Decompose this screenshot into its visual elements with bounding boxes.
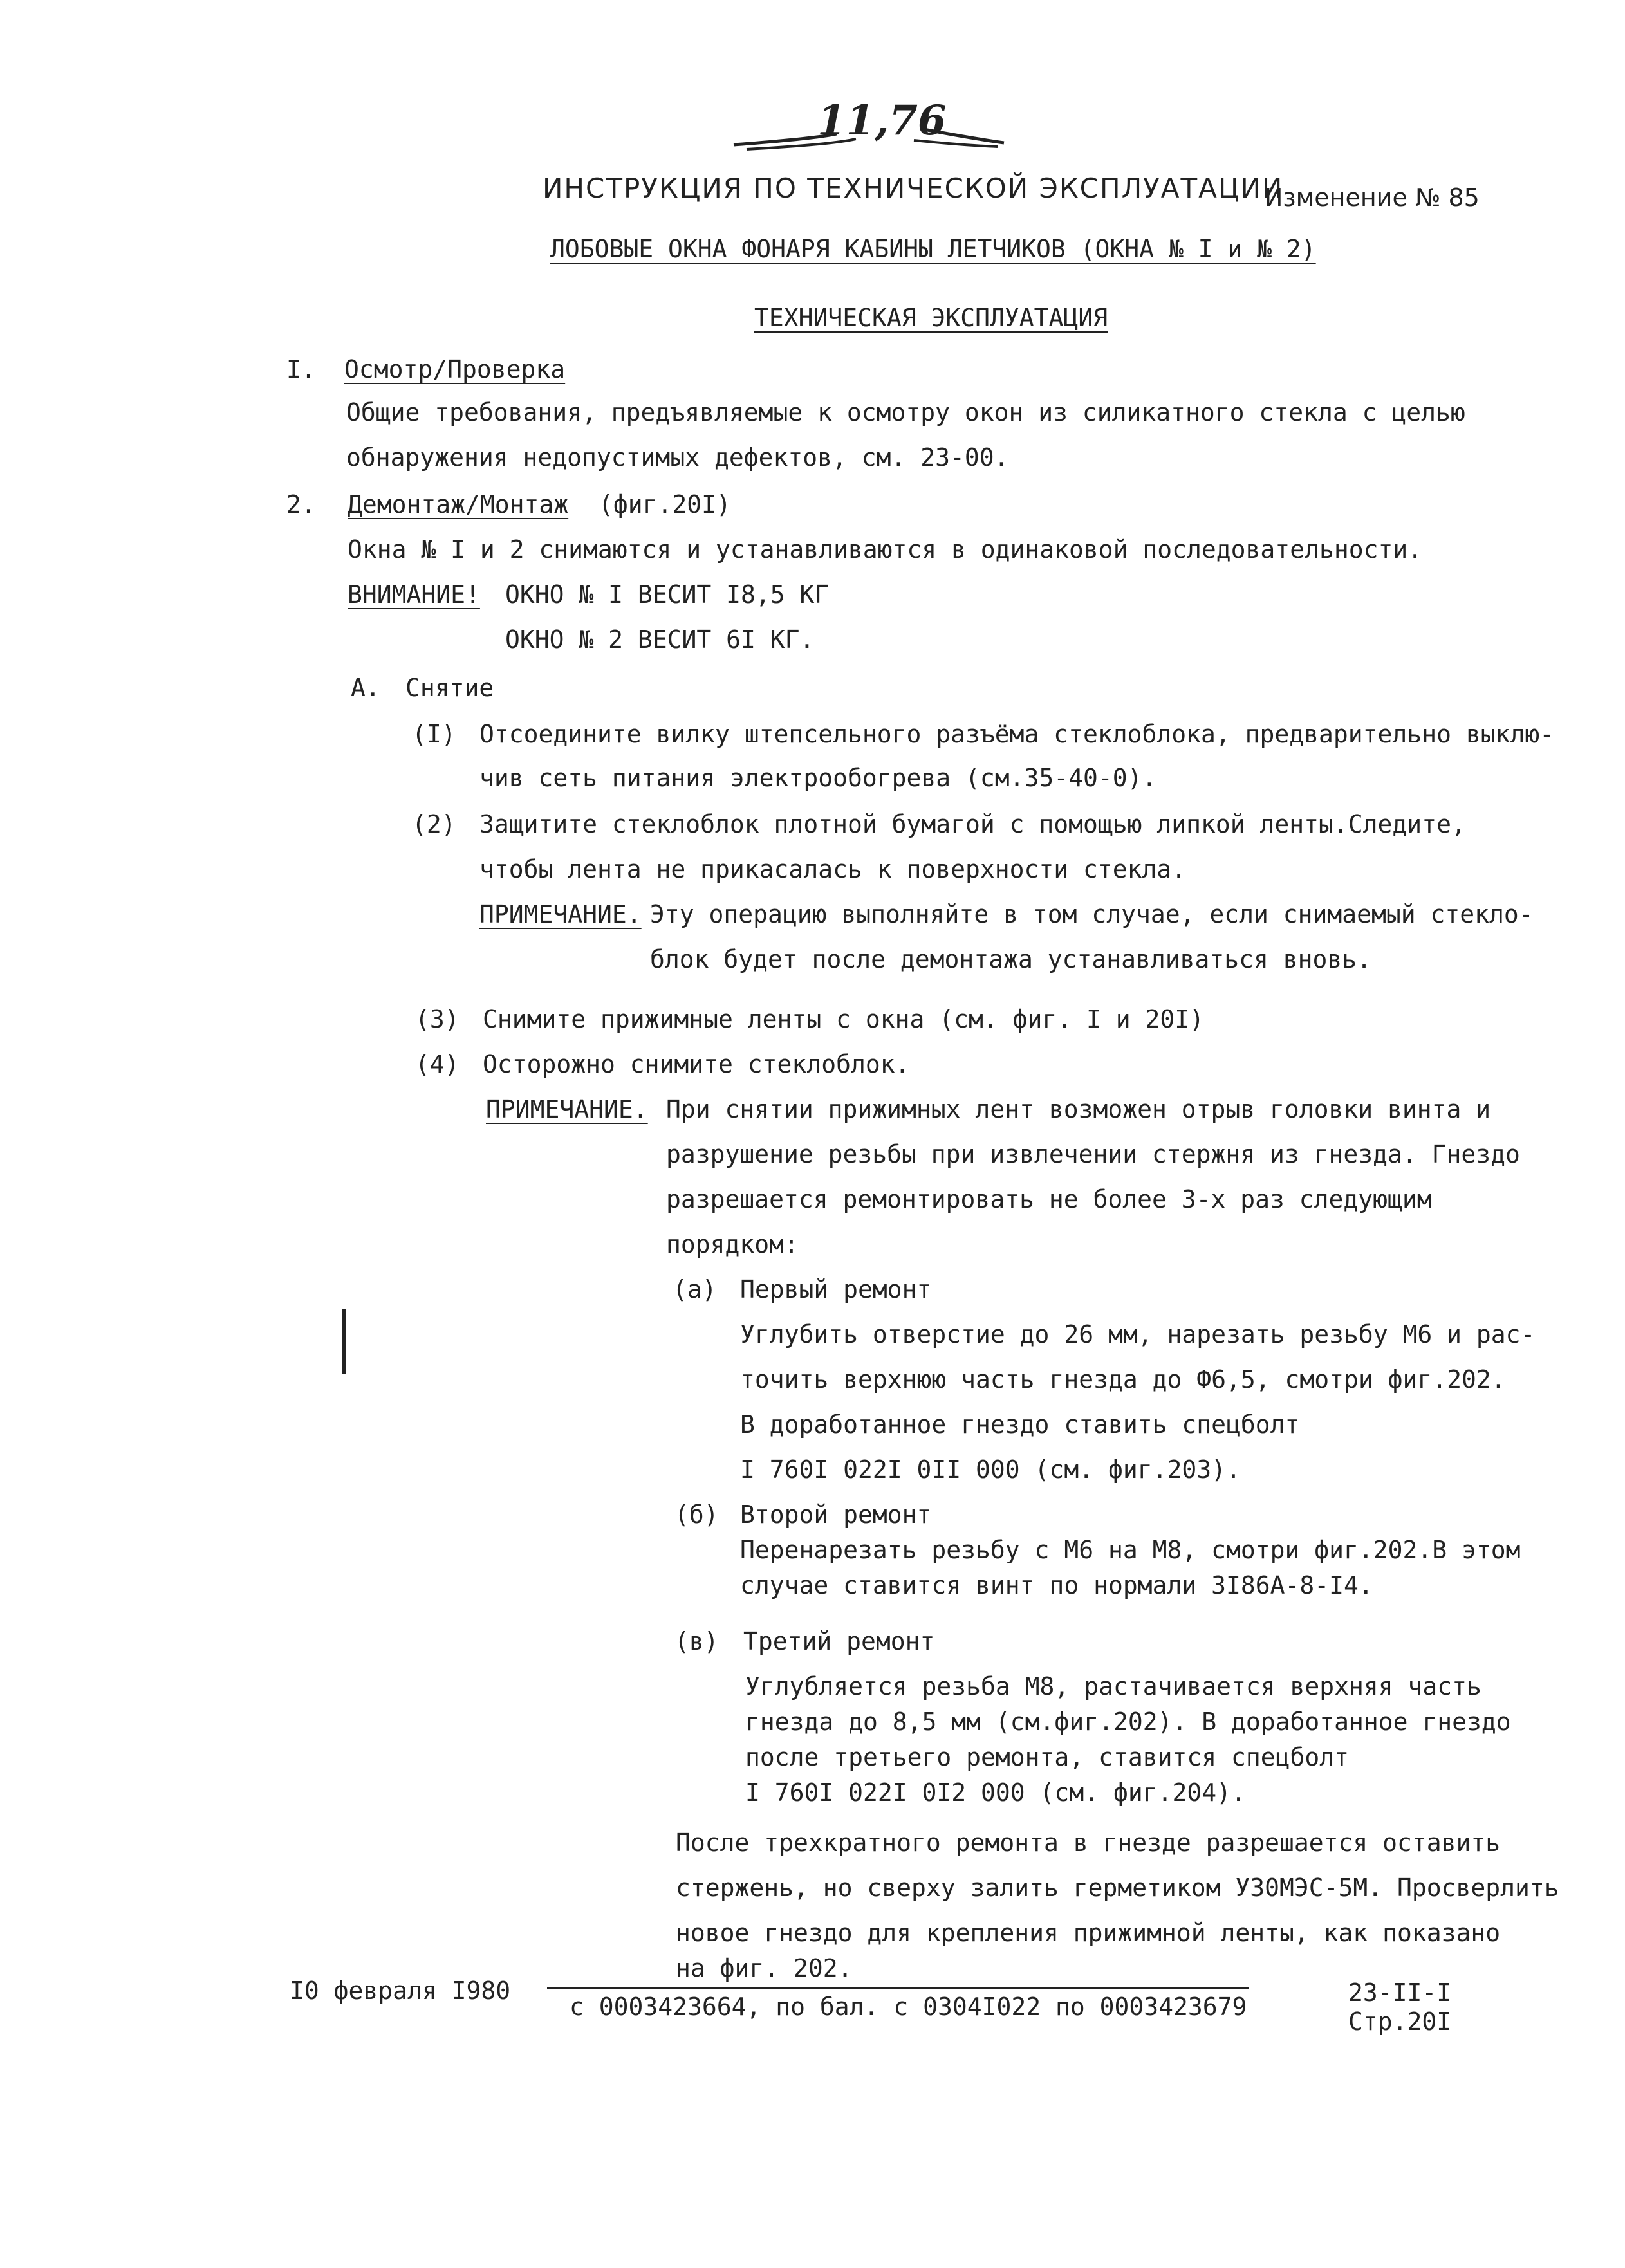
note-2-label: ПРИМЕЧАНИЕ. bbox=[486, 1095, 648, 1123]
note-2-text-line: разрешается ремонтировать не более 3-х раз следующим bbox=[666, 1185, 1432, 1213]
footer-date: I0 февраля I980 bbox=[290, 1977, 511, 2005]
step-2-number: (2) bbox=[412, 810, 456, 838]
step-2-text-line: чтобы лента не прикасалась к поверхности стекла. bbox=[479, 855, 1187, 883]
section-1-title: Осмотр/Проверка bbox=[344, 355, 566, 383]
section-2-text-line: Окна № I и 2 снимаются и устанавливаются в одинаковой последовательности. bbox=[348, 535, 1423, 564]
footer-page-number: Стр.20I bbox=[1348, 2007, 1452, 2036]
repair-b-text-line: Перенарезать резьбу с М6 на М8, смотри фиг.202.В этом bbox=[740, 1536, 1521, 1564]
footer-effectivity: с 0003423664, по бал. с 0304I022 по 0003423679 bbox=[570, 1993, 1247, 2021]
section-title: ТЕХНИЧЕСКАЯ ЭКСПЛУАТАЦИЯ bbox=[754, 304, 1108, 332]
step-1-number: (I) bbox=[412, 720, 456, 748]
after-repair-text-line: новое гнездо для крепления прижимной ленты, как показано bbox=[676, 1919, 1501, 1947]
handwritten-mark: 11,76 bbox=[817, 97, 947, 145]
repair-b-label: (б) bbox=[674, 1500, 719, 1529]
after-repair-text-line: стержень, но сверху залить герметиком У30МЭС-5М. Просверлить bbox=[676, 1874, 1559, 1902]
repair-a-text-line: I 760I 022I 0II 000 (см. фиг.203). bbox=[740, 1455, 1241, 1484]
step-2-text-line: Защитите стеклоблок плотной бумагой с помощью липкой ленты.Следите, bbox=[479, 810, 1466, 838]
handwritten-stroke-icon bbox=[727, 109, 1010, 154]
subsection-a-title: Снятие bbox=[405, 674, 494, 702]
repair-a-label: (а) bbox=[673, 1275, 717, 1304]
repair-b-title: Второй ремонт bbox=[740, 1500, 932, 1529]
note-2-text-line: порядком: bbox=[666, 1230, 799, 1258]
step-1-text-line: чив сеть питания электрообогрева (см.35-40-0). bbox=[479, 764, 1157, 792]
repair-a-title: Первый ремонт bbox=[740, 1275, 932, 1304]
note-2-text-line: разрушение резьбы при извлечении стержня из гнезда. Гнездо bbox=[666, 1140, 1520, 1168]
warning-label: ВНИМАНИЕ! bbox=[348, 580, 480, 609]
revision-number: Изменение № 85 bbox=[1265, 183, 1480, 212]
footer-chapter-ref: 23-II-I bbox=[1348, 1978, 1452, 2007]
section-1-number: I. bbox=[286, 355, 316, 383]
repair-c-text-line: I 760I 022I 0I2 000 (см. фиг.204). bbox=[745, 1778, 1246, 1807]
section-1-text-line: Общие требования, предъявляемые к осмотру окон из силикатного стекла с целью bbox=[346, 398, 1465, 427]
step-4-number: (4) bbox=[415, 1050, 460, 1078]
note-1-label: ПРИМЕЧАНИЕ. bbox=[479, 900, 642, 928]
change-bar bbox=[342, 1309, 346, 1374]
repair-c-title: Третий ремонт bbox=[743, 1627, 935, 1655]
warning-text-line: ОКНО № I ВЕСИТ I8,5 КГ bbox=[505, 580, 830, 609]
step-3-text: Снимите прижимные ленты с окна (см. фиг. I и 20I) bbox=[483, 1005, 1205, 1033]
repair-c-text-line: после третьего ремонта, ставится спецболт bbox=[745, 1743, 1349, 1771]
repair-a-text-line: точить верхнюю часть гнезда до Ф6,5, смотри фиг.202. bbox=[740, 1365, 1506, 1394]
repair-c-label: (в) bbox=[674, 1627, 719, 1655]
document-subject: ЛОБОВЫЕ ОКНА ФОНАРЯ КАБИНЫ ЛЕТЧИКОВ (ОКНА № I и № 2) bbox=[550, 235, 1316, 263]
note-1-text-line: Эту операцию выполняйте в том случае, если снимаемый стекло- bbox=[650, 900, 1534, 928]
repair-a-text-line: В доработанное гнездо ставить спецболт bbox=[740, 1410, 1300, 1439]
after-repair-text-line: После трехкратного ремонта в гнезде разрешается оставить bbox=[676, 1829, 1501, 1857]
section-1-text-line: обнаружения недопустимых дефектов, см. 23-00. bbox=[346, 443, 1009, 472]
repair-c-text-line: гнезда до 8,5 мм (см.фиг.202). В доработанное гнездо bbox=[745, 1708, 1511, 1736]
document-title: ИНСТРУКЦИЯ ПО ТЕХНИЧЕСКОЙ ЭКСПЛУАТАЦИИ bbox=[543, 172, 1284, 204]
repair-c-text-line: Углубляется резьба М8, растачивается верхняя часть bbox=[745, 1672, 1481, 1701]
repair-b-text-line: случае ставится винт по нормали 3I86А-8-I4. bbox=[740, 1571, 1373, 1600]
after-repair-text-line: на фиг. 202. bbox=[676, 1954, 853, 1982]
warning-text-line: ОКНО № 2 ВЕСИТ 6I КГ. bbox=[505, 625, 815, 654]
section-2-title: Демонтаж/Монтаж bbox=[348, 490, 569, 519]
repair-a-text-line: Углубить отверстие до 26 мм, нарезать резьбу М6 и рас- bbox=[740, 1320, 1536, 1349]
footer-rule bbox=[547, 1987, 1249, 1989]
section-2-figure-ref: (фиг.20I) bbox=[599, 490, 731, 519]
section-2-number: 2. bbox=[286, 490, 316, 519]
note-2-text-line: При снятии прижимных лент возможен отрыв головки винта и bbox=[666, 1095, 1491, 1123]
step-4-text: Осторожно снимите стеклоблок. bbox=[483, 1050, 910, 1078]
note-1-text-line: блок будет после демонтажа устанавливаться вновь. bbox=[650, 945, 1372, 973]
subsection-a-label: А. bbox=[351, 674, 380, 702]
step-1-text-line: Отсоедините вилку штепсельного разъёма стеклоблока, предварительно выклю- bbox=[479, 720, 1555, 748]
step-3-number: (3) bbox=[415, 1005, 460, 1033]
